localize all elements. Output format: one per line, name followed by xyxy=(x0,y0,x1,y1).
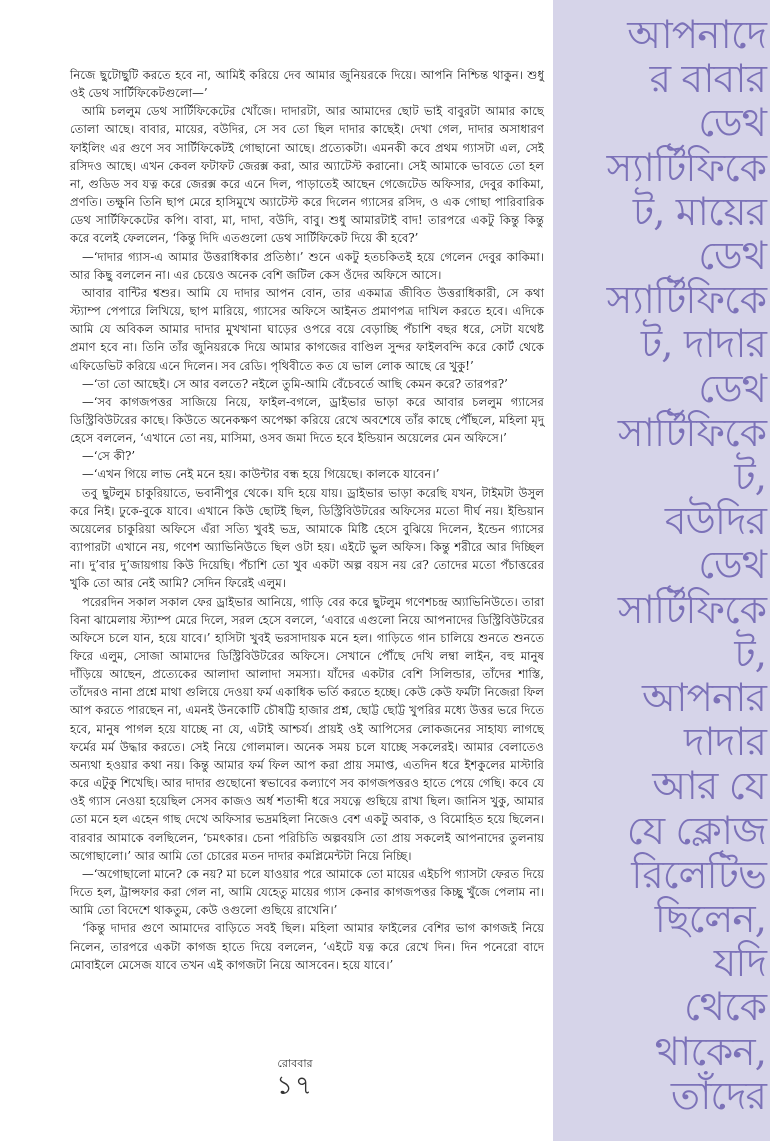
article-paragraph: —‘তা তো আছেই। সে আর বলতে? নইলে তুমি-আমি বেঁচেবর্তে আছি কেমন করে? তারপর?’ xyxy=(82,376,508,391)
pull-quote-line: সার্টিফিকে xyxy=(617,410,766,456)
article-paragraph: আবার বান্টির শ্বশুর। আমি যে দাদার আপন বোন, তার একমাত্র জীবিত উত্তরাধিকারী, সে কথা স্ট্যাম্প পেপারে লিখিয়ে, ছাপ মারিয়ে, গ্যাসের অফিসে আইনত প্রমাণপত্র দাখিল করতে হবে। এদিকে আমি যে অবিকল আমার দাদার মুখখানা ঘাড়ের ওপরে বয়ে বেড়াচ্ছি পঁচাশি বছর ধরে, সেটা যথেষ্ট প্রমাণ হবে না। তিনি তাঁর জুনিয়রকে দিয়ে আমার কাগজের বাণ্ডিল সুন্দর ফাইলবন্দি করে কোর্ট থেকে এফিডেভিট করিয়ে এনে দিলেন। সব রেডি। পৃথিবীতে কত যে ভাল লোক আছে রে খুকু!’ xyxy=(70,285,544,373)
pull-quote-line: র বাবার xyxy=(649,57,766,103)
pull-quote-line: ট, xyxy=(734,631,766,677)
pull-quote-line: আর যে xyxy=(652,764,766,810)
article-paragraph: —‘সে কী?’ xyxy=(82,449,136,464)
article-paragraph: ‘কিন্তু দাদার গুণে আমাদের বাড়িতে সবই ছিল। মহিলা আমার ফাইলের বেশির ভাগ কাগজই নিয়ে নিলেন, তারপরে একটা কাগজ হাতে দিয়ে বললেন, ‘এইটে যত্ন করে রেখে দিন। দিন পনেরো বাদে মোবাইলে মেসেজ যাবে তখন এই কাগজটা নিয়ে আসবেন। হয়ে যাবে।’ xyxy=(70,921,544,972)
pull-quote-line: ডেথ xyxy=(698,366,766,412)
pull-quote-line: যে ক্লোজ xyxy=(626,808,766,854)
pull-quote-line: স্যার্টিফিকে xyxy=(606,145,766,191)
pull-quote-line: ট, xyxy=(734,455,766,501)
pull-quote-line: তাঁদের xyxy=(670,1073,766,1119)
pull-quote-line: রিলেটিভ xyxy=(631,852,766,898)
pull-quote-line: সার্টিফিকে xyxy=(617,587,766,633)
article-paragraph: —‘অগোছালো মানে? কে নয়? মা চলে যাওয়ার পরে আমাকে তো মায়ের এইচপি গ্যাসটা ফেরত দিয়ে দিতে হল, ট্রান্সফার করা গেল না, আমি যেহেতু মায়ের গ্যাস কেনার কাগজপত্তর কিচ্ছু খুঁজে পেলাম না। আমি তো বিদেশে থাকতুম, কেউ ওগুলো গুছিয়ে রাখেনি।’ xyxy=(70,866,544,918)
pull-quote-sidebar xyxy=(553,0,770,1141)
page-number: ১৭ xyxy=(276,1071,314,1101)
section-name: রোববার xyxy=(277,1057,313,1070)
article-paragraph: নিজে ছুটোছুটি করতে হবে না, আমিই করিয়ে দেব আমার জুনিয়রকে দিয়ে। আপনি নিশ্চিন্ত থাকুন। শুধু ওই ডেথ সার্টিফিকেটগুলো—’ xyxy=(70,68,544,101)
pull-quote-line: ডেথ xyxy=(698,543,766,589)
article-paragraph: —‘দাদার গ্যাস-এ আমার উত্তরাধিকার প্রতিষ্ঠা।’ শুনে একটু হতচকিতই হয়ে গেলেন দেবুর কাকিমা। আর কিছু বললেন না। এর চেয়েও অনেক বেশি জটিল কেস ওঁদের অফিসে আসে। xyxy=(70,249,544,282)
pull-quote-line: ছিলেন, xyxy=(654,897,766,943)
pull-quote-line: স্যার্টিফিকে xyxy=(606,278,766,324)
page-footer xyxy=(250,1057,340,1101)
article-paragraph: তবু ছুটলুম চাকুরিয়াতে, ভবানীপুর থেকে। যদি হয়ে যায়। ড্রাইভার ভাড়া করেছি যখন, টাইমটা উসুল করে নিই। ঢুকে-বুকে যাবে। এখানে কিউ ছোটই ছিল, ডিস্ট্রিবিউটরের অফিসের মতো দীর্ঘ নয়। ইন্ডিয়ান অয়েলের চাকুরিয়া অফিসে এঁরা সত্যি খুবই ভদ্র, আমাকে মিষ্টি হেসে বুঝিয়ে দিলেন, ইন্ডেন গ্যাসের ব্যাপারটা এখানে নয়, গণেশ অ্যাভিনিউতে ছিল ওটা হয়। এইটে ভুল অফিস। কিন্তু শরীরে আর দিচ্ছিল না। দু’বার দু’জায়গায় কিউ দিয়েছি। পঁচাশি তো খুব একটা অল্প বয়স নয় রে? তোদের মতো পঁচাত্তরের খুকি তো আর নেই আমি? সেদিন ফিরেই এলুম। xyxy=(70,485,544,591)
pull-quote-line: আপনার xyxy=(641,676,766,722)
pull-quote-line: যদি xyxy=(713,941,766,987)
pull-quote-line: ডেথ xyxy=(698,234,766,280)
pull-quote-line: দাদার xyxy=(683,720,766,766)
pull-quote-line: থাকেন, xyxy=(654,1029,766,1075)
article-paragraph: আমি চললুম ডেথ সার্টিফিকেটের খোঁজে। দাদারটা, আর আমাদের ছোট ভাই বাবুরটা আমার কাছে তোলা আছে। বাবার, মায়ের, বউদির, সে সব তো ছিল দাদার কাছেই। দেখা গেল, দাদার অসাধারণ ফাইলিং এর গুণে সব সার্টিফিকেটই গোছানো আছে। প্রত্যেকটা। এমনকী কবে প্রথম গ্যাসটা এল, সেই রসিদও আছে। এখন কেবল ফটাফট জেরক্স করা, আর অ্যাটেস্ট করানো। সেই আমাকে ভাবতে তো হল না, গুডিড সব যত্ন করে জেরক্স করে এনে দিল, পাড়াতেই আছেন গেজেটেড অফিসার, দেবুর কাকিমা, প্রণতি। তক্ষুনি তিনি ছাপ মেরে হাসিমুখে অ্যাটেস্ট করে দিলেন গ্যাসের রসিদ, ও এক গোছা পারিবারিক ডেথ সার্টিফিকেটের কপি। বাবা, মা, দাদা, বউদি, বাবু। শুধু আমারটাই বাদ! তারপরে একটু কিন্তু কিন্তু করে বলেই ফেললেন, ‘কিন্তু দিদি এতগুলো ডেথ সার্টিফিকেট দিয়ে কী হবে?’ xyxy=(70,104,544,246)
pull-quote-line: বউদির xyxy=(664,499,766,545)
article-paragraph: পরেরদিন সকাল সকাল ফের ড্রাইভার আনিয়ে, গাড়ি বের করে ছুটলুম গণেশচন্দ্র অ্যাভিনিউতে। তারা বিনা ঝামেলায় স্ট্যাম্প মেরে দিলে, সরল হেসে বললে, ‘এবারে এগুলো নিয়ে আপনাদের ডিস্ট্রিবিউটরের অফিসে চলে যান, হয়ে যাবে।’ হাসিটা খুবই ভরসাদায়ক মনে হল। গাড়িতে গান চালিয়ে শুনতে শুনতে ফিরে এলুম, সোজা আমাদের ডিস্ট্রিবিউটরের অফিসে। সেখানে পৌঁছে দেখি লম্বা লাইন, বহু মানুষ দাঁড়িয়ে আছেন, প্রত্যেকের আলাদা আলাদা সমস্যা। যাঁদের একটার বেশি সিলিন্ডার, তাঁদের শাস্তি, তাঁদেরও নানা প্রশ্নে মাথা গুলিয়ে দেওয়া ফর্ম একাধিক ভর্তি করতে হচ্ছে। কেউ কেউ ফর্মটা নিজেরা ফিল আপ করতে পারছেন না, এমনই উনকোটি চৌষট্টি হাজার প্রশ্ন, ছোট্ট ছোট্ট খুপরির মধ্যে উত্তর ভরে দিতে হবে, মানুষ পাগল হয়ে যাচ্ছে না যে, এটাই আশ্চর্য। প্রায়ই ওই আপিসের লোকজনের সাহায্য লাগছে ফর্মের মর্ম উদ্ধার করতে। সেই নিয়ে গোলমাল। অনেক সময় চলে যাচ্ছে সকলেরই। আমার বেলাতেও অন্যথা হওয়ার কথা নয়। কিন্তু আমার ফর্ম ফিল আপ করা প্রায় সমাপ্ত, এতদিন ধরে ইশকুলের মাস্টারি করে এটুকু শিখেছি। আর দাদার গুছোনো স্বভাবের কল্যাণে সব কাগজপত্তরও হাতে পেয়ে গেছি। কবে যে ওই গ্যাস নেওয়া হয়েছিল সেসব কাজও অর্ধ শতাব্দী ধরে সযত্নে গুছিয়ে রাখা ছিল। জানিস খুকু, আমার তো মনে হল এহেন গাছ দেখে অফিসার ভদ্রমহিলা নিজেও বেশ একটু অবাক, ও বিমোহিত হয়ে ছিলেন। বারবার আমাকে বলছিলেন, ‘চমৎকার। চেনা পরিচিতি অল্পবয়সি তো প্রায় সকলেই আপনাদের তুলনায় অগোছালো।’ আর আমি তো চোরের মতন দাদার কমপ্লিমেন্টটা নিয়ে নিচ্ছি। xyxy=(70,594,544,863)
pull-quote-line: ডেথ xyxy=(698,101,766,147)
pull-quote-line: ট, মায়ের xyxy=(632,189,766,235)
article-paragraph: —‘সব কাগজপত্তর সাজিয়ে নিয়ে, ফাইল-বগলে, ড্রাইভার ভাড়া করে আবার চললুম গ্যাসের ডিস্ট্রিবিউটরের কাছে। কিউতে অনেকক্ষণ অপেক্ষা করিয়ে রেখে অবশেষে তাঁর কাছে পৌঁছলে, মহিলা মৃদু হেসে বললেন, ‘এখানে তো নয়, মাসিমা, ওসব জমা দিতে হবে ইন্ডিয়ান অয়েলের মেন অফিসে।’ xyxy=(70,394,544,446)
pull-quote xyxy=(556,14,766,1119)
article-paragraph: —‘এখন গিয়ে লাভ নেই মনে হয়। কাউন্টার বন্ধ হয়ে গিয়েছে। কালকে যাবেন।’ xyxy=(82,467,440,482)
pull-quote-line: ট, দাদার xyxy=(640,322,766,368)
pull-quote-line: থেকে xyxy=(683,985,766,1031)
article-body xyxy=(70,66,544,974)
pull-quote-line: আপনাদে xyxy=(627,13,766,58)
